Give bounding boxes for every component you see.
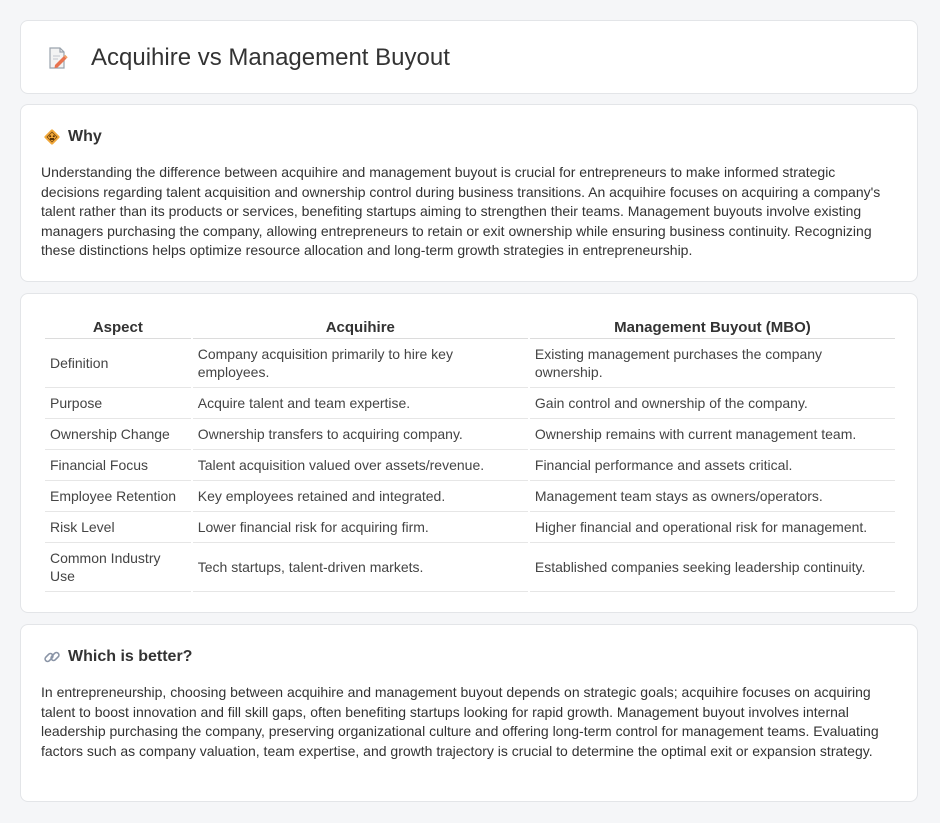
better-text: In entrepreneurship, choosing between acquihire and management buyout depends on strategic goals; acquihire focuses on acquiring talent to boost innovation and fill skill gaps, often benefiting startups looking for rapid growth. Management buyout involves internal leadership purchasing the company, preserving organizational culture and offering long-term control for management teams. Evaluating factors such as company valuation, team expertise, and growth trajectory is crucial to determine the optimal exit or expansion strategy. <box>41 684 879 759</box>
which-better-section <box>20 624 918 802</box>
row-acquihire: Company acquisition primarily to hire key employees. <box>193 339 528 388</box>
row-acquihire: Tech startups, talent-driven markets. <box>193 543 528 592</box>
table-row <box>45 450 895 481</box>
row-aspect: Employee Retention <box>45 481 191 512</box>
why-heading <box>43 127 102 147</box>
title-row <box>45 43 450 73</box>
header-acquihire: Acquihire <box>193 316 528 339</box>
row-aspect: Purpose <box>45 388 191 419</box>
row-aspect: Common Industry Use <box>45 543 191 592</box>
row-aspect: Ownership Change <box>45 419 191 450</box>
comparison-table-card <box>20 293 918 613</box>
comparison-table <box>43 316 897 592</box>
table-row <box>45 543 895 592</box>
row-mbo: Financial performance and assets critical. <box>530 450 895 481</box>
table-row <box>45 419 895 450</box>
header-aspect: Aspect <box>45 316 191 339</box>
row-mbo: Higher financial and operational risk for management. <box>530 512 895 543</box>
row-mbo: Existing management purchases the company ownership. <box>530 339 895 388</box>
row-acquihire: Talent acquisition valued over assets/revenue. <box>193 450 528 481</box>
row-acquihire: Ownership transfers to acquiring company. <box>193 419 528 450</box>
table-row <box>45 339 895 388</box>
row-aspect: Definition <box>45 339 191 388</box>
document-pen-icon <box>45 46 69 70</box>
row-acquihire: Acquire talent and team expertise. <box>193 388 528 419</box>
row-aspect: Financial Focus <box>45 450 191 481</box>
header-card <box>20 20 918 94</box>
row-aspect: Risk Level <box>45 512 191 543</box>
why-section <box>20 104 918 282</box>
table-header-row <box>45 316 895 339</box>
page-title: Acquihire vs Management Buyout <box>91 44 450 71</box>
link-icon <box>43 648 61 666</box>
row-mbo: Established companies seeking leadership continuity. <box>530 543 895 592</box>
row-mbo: Gain control and ownership of the company. <box>530 388 895 419</box>
header-mbo: Management Buyout (MBO) <box>530 316 895 339</box>
table-row <box>45 388 895 419</box>
why-title: Why <box>68 128 102 145</box>
better-title: Which is better? <box>68 648 193 665</box>
row-mbo: Ownership remains with current management team. <box>530 419 895 450</box>
diamond-road-sign-icon <box>43 128 61 146</box>
row-mbo: Management team stays as owners/operators. <box>530 481 895 512</box>
table-row <box>45 481 895 512</box>
table-row <box>45 512 895 543</box>
row-acquihire: Key employees retained and integrated. <box>193 481 528 512</box>
why-text: Understanding the difference between acquihire and management buyout is crucial for entrepreneurs to make informed strategic decisions regarding talent acquisition and ownership control during business transitions. An acquihire focuses on acquiring a company's talent rather than its products or services, benefiting startups aiming to strengthen their teams. Management buyouts involve existing managers purchasing the company, allowing entrepreneurs to retain or exit ownership while ensuring business continuity. Recognizing these distinctions helps optimize resource allocation and long-term growth strategies in entrepreneurship. <box>41 164 881 258</box>
row-acquihire: Lower financial risk for acquiring firm. <box>193 512 528 543</box>
better-heading <box>43 647 192 667</box>
